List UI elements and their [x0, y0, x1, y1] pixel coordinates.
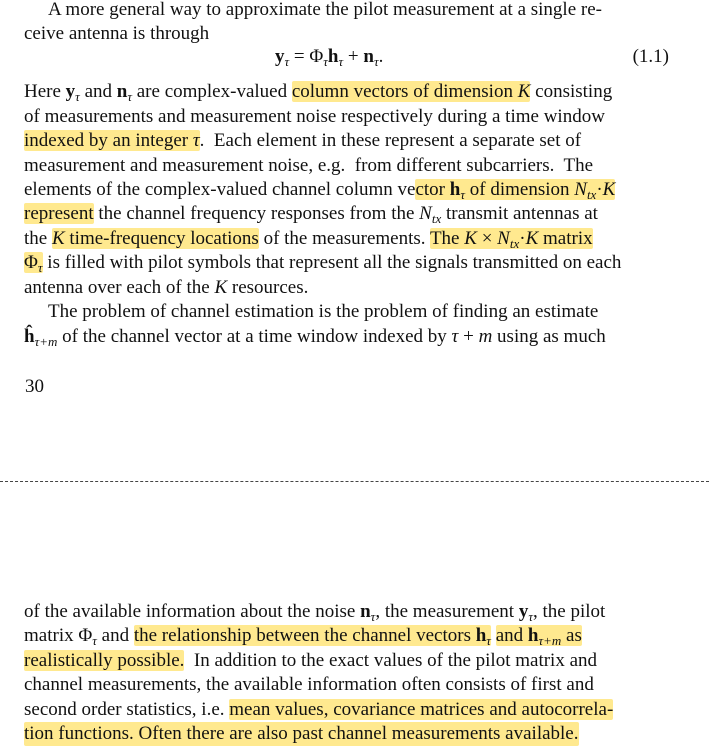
highlight: and $h_{\tau+m}$ as: [495, 625, 582, 648]
highlight: tion functions. Often there are also past channel measurements available.: [24, 723, 579, 744]
bottom-line-6: [24, 722, 669, 746]
intro-text-2: ceive antenna is through: [24, 23, 210, 44]
equation-expression: $y_\tau = \Phi_\tau h_\tau + n_\tau$.: [275, 46, 384, 69]
intro-text-1: A more general way to approximate the pilot measurement at a single re-: [48, 0, 602, 20]
para2-text-1: The problem of channel estimation is the problem of finding an estimate: [48, 301, 599, 322]
para1-line-7: the K time-frequency locations of the measurements. The $K \times N_{tx}\cdot K$ matrix: [24, 228, 593, 251]
bottom-line-1: of the available information about the noise $n_\tau$, the measurement $y_\tau$, the pilot: [24, 601, 606, 624]
highlight: the relationship between the channel vectors $h_\tau$: [133, 625, 491, 648]
para2-line-2: $ĥ_{\tau+m}$ of the channel vector at a time window indexed by τ + m using as much: [24, 326, 606, 349]
intro-line-1: [48, 0, 669, 22]
para1-line-9: antenna over each of the K resources.: [24, 277, 309, 298]
bottom-line-3: realistically possible. In addition to the exact values of the pilot matrix and: [24, 650, 598, 671]
para1-line-8: $\Phi_\tau$ is filled with pilot symbols that represent all the signals transmitted on each: [24, 252, 622, 275]
para1-line-2: of measurements and measurement noise respectively during a time window: [24, 106, 605, 127]
bottom-line-5: second order statistics, i.e. mean values, covariance matrices and autocorrela-: [24, 699, 614, 720]
bottom-line-2: matrix $\Phi_\tau$ and the relationship between the channel vectors $h_\tau$ and $h_{\tau+m}$ as: [24, 625, 582, 648]
highlight: K time-frequency locations: [51, 228, 259, 249]
highlight: column vectors of dimension K: [291, 81, 531, 102]
highlight: mean values, covariance matrices and autocorrela-: [229, 699, 614, 720]
equation-number: (1.1): [632, 46, 669, 67]
highlight: ctor $h_\tau$ of dimension $N_{tx}\cdot K$: [415, 179, 616, 202]
para1-line-6: represent the channel frequency responses from the $N_{tx}$ transmit antennas at: [24, 203, 598, 226]
highlight: $\Phi_\tau$: [24, 252, 43, 275]
bottom-line-4: [24, 673, 669, 697]
intro-line-2: [24, 22, 669, 46]
page-separator: [0, 481, 709, 482]
para1-line-5: elements of the complex-valued channel column vector $h_\tau$ of dimension $N_{tx}\cdot K$: [24, 179, 616, 202]
highlight: indexed by an integer τ: [24, 130, 200, 151]
highlight: realistically possible.: [24, 650, 185, 671]
bottom-text-4: channel measurements, the available information often consists of first and: [24, 674, 594, 695]
highlight: The $K \times N_{tx}\cdot K$ matrix: [429, 228, 593, 251]
para1-line-1: Here $y_\tau$ and $n_\tau$ are complex-valued column vectors of dimension K consisting: [24, 81, 613, 104]
highlight: represent: [24, 203, 94, 224]
para1-line-4: measurement and measurement noise, e.g. from different subcarriers. The: [24, 155, 594, 176]
para2-line-1: [48, 300, 669, 324]
para1-line-3: indexed by an integer τ. Each element in these represent a separate set of: [24, 130, 582, 151]
page-number: 30: [25, 376, 44, 397]
